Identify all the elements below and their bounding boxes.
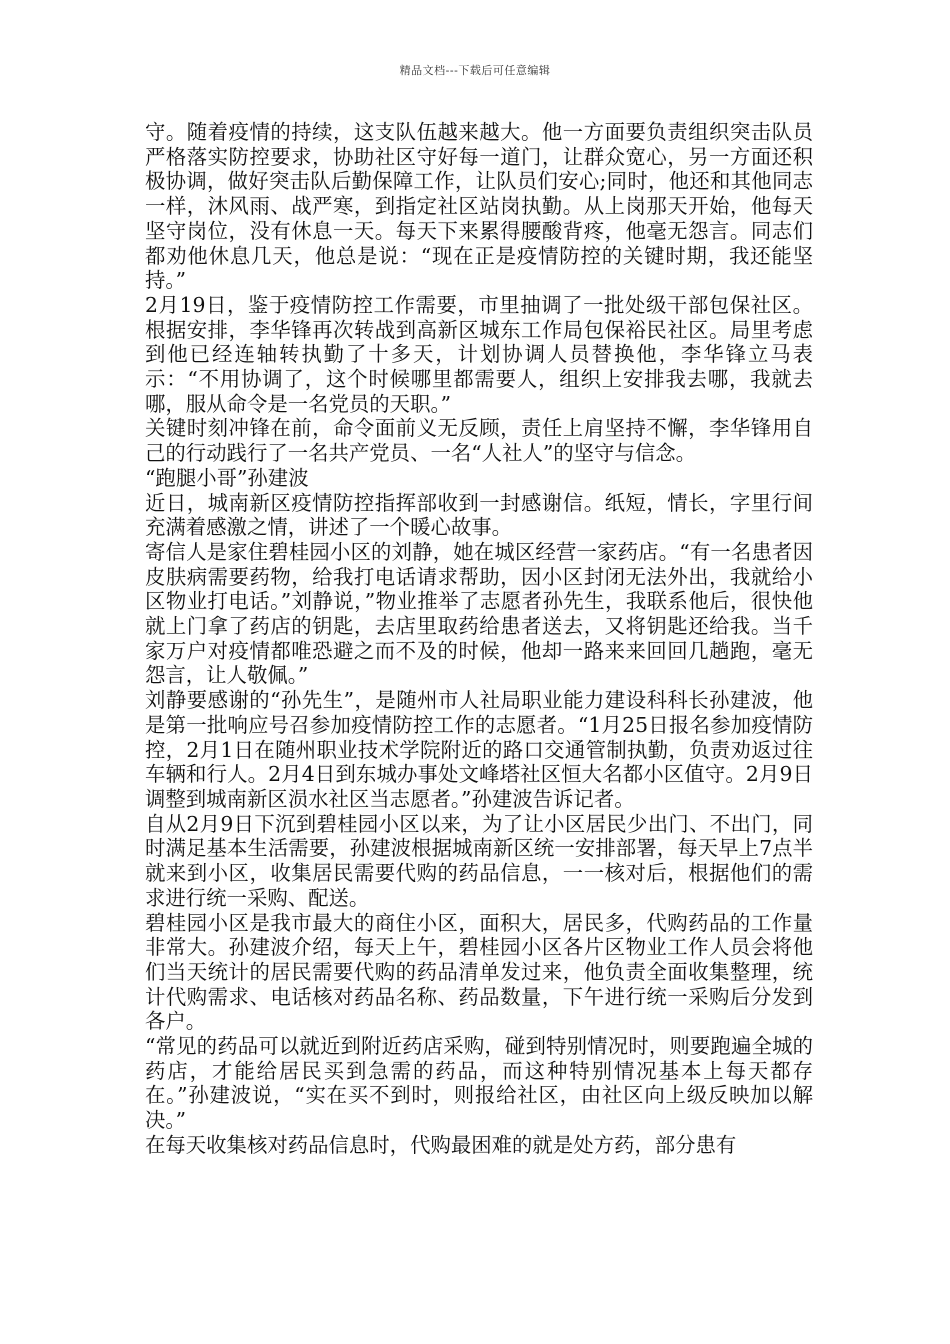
paragraph: 守。随着疫情的持续，这支队伍越来越大。他一方面要负责组织突击队员严格落实防控要求，协助社区守好每一道门，让群众宽心，另一方面还积极协调，做好突击队后勤保障工作，让队员们安心;同时，他还和其他同志一样，沐风雨、战严寒，到指定社区站岗执勤。从上岗那天开始，他每天坚守岗位，没有休息一天。每天下来累得腰酸背疼，他毫无怨言。同志们都劝他休息几天，他总是说：“现在正是疫情防控的关键时期，我还能坚持。” (145, 120, 813, 293)
paragraph: 关键时刻冲锋在前，命令面前义无反顾，责任上肩坚持不懈，李华锋用自己的行动践行了一名共产党员、一名“人社人”的坚守与信念。 (145, 416, 813, 466)
document-body (145, 120, 813, 1158)
paragraph: 近日，城南新区疫情防控指挥部收到一封感谢信。纸短，情长，字里行间充满着感激之情，讲述了一个暖心故事。 (145, 490, 813, 540)
section-heading: “跑腿小哥”孙建波 (145, 465, 309, 490)
paragraph: 在每天收集核对药品信息时，代购最困难的就是处方药，部分患有 (145, 1132, 737, 1157)
paragraph: “常见的药品可以就近到附近药店采购，碰到特别情况时，则要跑遍全城的药店，才能给居民买到急需的药品，而这种特别情况基本上每天都存在。”孙建波说，“实在买不到时，则报给社区，由社区向上级反映加以解决。” (145, 1034, 813, 1133)
paragraph: 自从2月9日下沉到碧桂园小区以来，为了让小区居民少出门、不出门，同时满足基本生活需要，孙建波根据城南新区统一安排部署，每天早上7点半就来到小区，收集居民需要代购的药品信息，一一核对后，根据他们的需求进行统一采购、配送。 (145, 811, 813, 910)
page-header: 精品文档---下载后可任意编辑 (399, 64, 551, 77)
paragraph: 碧桂园小区是我市最大的商住小区，面积大，居民多，代购药品的工作量非常大。孙建波介绍，每天上午，碧桂园小区各片区物业工作人员会将他们当天统计的居民需要代购的药品清单发过来，他负责全面收集整理，统计代购需求、电话核对药品名称、药品数量，下午进行统一采购后分发到各户。 (145, 910, 813, 1034)
paragraph: 2月19日，鉴于疫情防控工作需要，市里抽调了一批处级干部包保社区。根据安排，李华锋再次转战到高新区城东工作局包保裕民社区。局里考虑到他已经连轴转执勤了十多天，计划协调人员替换他，李华锋立马表示：“不用协调了，这个时候哪里都需要人，组织上安排我去哪，我就去哪，服从命令是一名党员的天职。” (145, 292, 813, 416)
paragraph: 刘静要感谢的“孙先生”，是随州市人社局职业能力建设科科长孙建波，他是第一批响应号召参加疫情防控工作的志愿者。“1月25日报名参加疫情防控，2月1日在随州职业技术学院附近的路口交通管制执勤，负责劝返过往车辆和行人。2月4日到东城办事处文峰塔社区恒大名都小区值守。2月9日调整到城南新区涢水社区当志愿者。”孙建波告诉记者。 (145, 688, 813, 811)
paragraph: 寄信人是家住碧桂园小区的刘静，她在城区经营一家药店。“有一名患者因皮肤病需要药物，给我打电话请求帮助，因小区封闭无法外出，我就给小区物业打电话。”刘静说，”物业推举了志愿者孙先生，我联系他后，很快他就上门拿了药店的钥匙，去店里取药给患者送去，又将钥匙还给我。当千家万户对疫情都唯恐避之而不及的时候，他却一路来来回回几趟跑，毫无怨言，让人敬佩。” (145, 539, 813, 688)
